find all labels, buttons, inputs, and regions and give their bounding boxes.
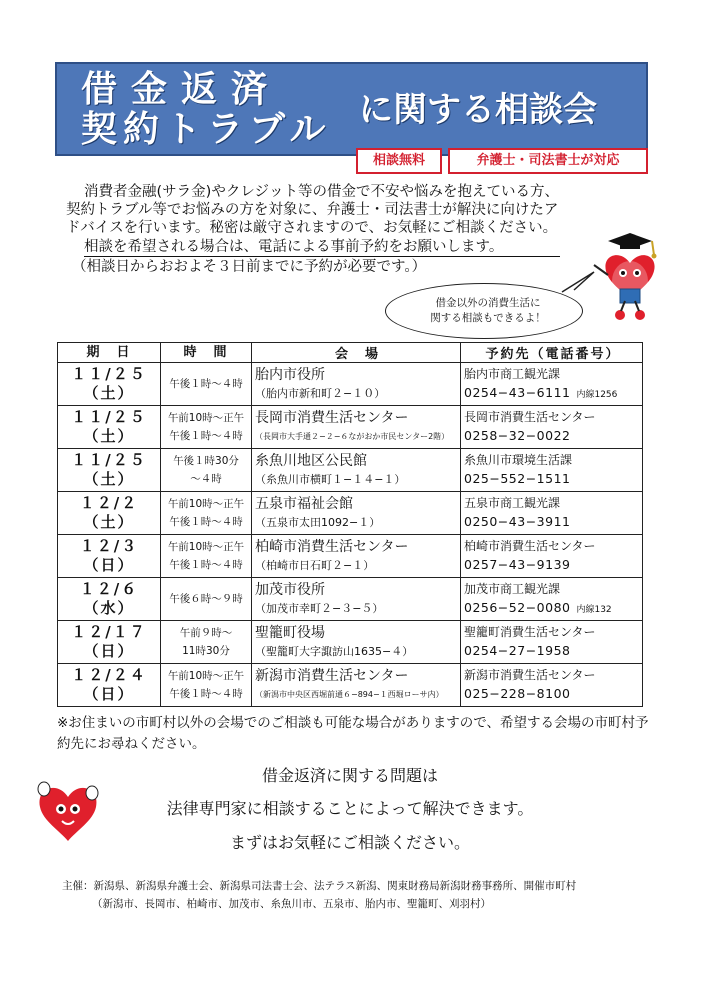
time-cell <box>161 578 252 621</box>
header-time: 時 間 <box>161 343 252 363</box>
date-cell <box>58 363 161 406</box>
reservation-office: 加茂市商工観光課 <box>464 582 561 596</box>
bubble-line1: 借金以外の消費生活に <box>435 297 541 309</box>
time-slot-1: 午前10時～正午 <box>167 670 245 682</box>
day-of-week: （土） <box>83 427 135 445</box>
time-cell <box>161 449 252 492</box>
free-consultation-badge: 相談無料 <box>356 148 442 174</box>
title-subtitle: に関する相談会 <box>359 90 597 130</box>
table-row <box>58 578 643 621</box>
phone-extension: 内線1256 <box>576 390 618 400</box>
venue-name: 聖籠町役場 <box>255 625 325 641</box>
title-banner <box>55 62 648 156</box>
time-slot-1: 午後６時～９時 <box>169 593 243 605</box>
header-venue: 会 場 <box>252 343 461 363</box>
phone-number: 0257−43−9139 <box>464 557 571 572</box>
venue-cell <box>252 363 461 406</box>
bubble-tail <box>560 270 596 294</box>
intro-underline <box>84 256 560 257</box>
phone-number: 0254−43−6111 <box>464 385 571 400</box>
speech-bubble <box>385 283 583 339</box>
venue-cell <box>252 449 461 492</box>
venue-address: （長岡市大手通２−２−６ながおか市民センター2階） <box>255 432 450 441</box>
reservation-phone <box>464 556 642 576</box>
date: １１/２５ <box>71 365 147 383</box>
date: １２/１７ <box>71 623 147 641</box>
date-cell <box>58 449 161 492</box>
table-row <box>58 449 643 492</box>
venue-name: 五泉市福祉会館 <box>255 496 353 512</box>
reservation-phone <box>464 642 642 662</box>
reservation-office: 五泉市商工観光課 <box>464 496 561 510</box>
day-of-week: （土） <box>83 470 135 488</box>
reservation-office: 長岡市消費生活センター <box>464 410 596 424</box>
day-of-week: （日） <box>83 556 135 574</box>
table-row <box>58 664 643 707</box>
time-slot-2: 午後１時～４時 <box>169 430 243 442</box>
reservation-cell <box>461 449 643 492</box>
reservation-cell <box>461 535 643 578</box>
venue-address: （胎内市新和町２−１０） <box>255 387 386 400</box>
day-of-week: （日） <box>83 685 135 703</box>
date: １２/６ <box>79 580 139 598</box>
reservation-phone <box>464 470 642 490</box>
header-reservation: 予約先（電話番号） <box>461 343 643 363</box>
time-cell <box>161 492 252 535</box>
time-cell <box>161 406 252 449</box>
time-slot-2: 午後１時～４時 <box>169 688 243 700</box>
intro-note: （相談日からおおよそ３日前までに予約が必要です。） <box>72 259 427 275</box>
message-line2: 法律専門家に相談することによって解決できます。 <box>166 799 534 818</box>
reservation-cell <box>461 406 643 449</box>
venue-name: 新潟市消費生活センター <box>255 668 409 684</box>
intro-line2: 契約トラブル等でお悩みの方を対象に、弁護士・司法書士が解決に向けたア <box>66 202 559 218</box>
time-slot-2: ～４時 <box>190 473 222 485</box>
time-slot-1: 午前９時～ <box>179 627 233 639</box>
date-cell <box>58 535 161 578</box>
mascot-teacher-icon <box>590 225 670 325</box>
table-row <box>58 621 643 664</box>
time-slot-1: 午前10時～正午 <box>167 541 245 553</box>
reservation-office: 新潟市消費生活センター <box>464 668 596 682</box>
reservation-office: 胎内市商工観光課 <box>464 367 561 381</box>
phone-number: 0256−52−0080 <box>464 600 571 615</box>
reservation-office: 柏崎市消費生活センター <box>464 539 596 553</box>
table-row <box>58 492 643 535</box>
venue-name: 加茂市役所 <box>255 582 325 598</box>
reservation-cell <box>461 664 643 707</box>
time-cell <box>161 621 252 664</box>
reservation-office: 糸魚川市環境生活課 <box>464 453 573 467</box>
time-cell <box>161 363 252 406</box>
venue-cell <box>252 535 461 578</box>
day-of-week: （日） <box>83 642 135 660</box>
reservation-phone <box>464 427 642 447</box>
time-slot-2: 午後１時～４時 <box>169 516 243 528</box>
reservation-cell <box>461 363 643 406</box>
phone-number: 025−228−8100 <box>464 686 571 701</box>
intro-line1: 消費者金融(サラ金)やクレジット等の借金で不安や悩みを抱えている方、 <box>84 184 559 200</box>
table-row <box>58 406 643 449</box>
venue-cell <box>252 406 461 449</box>
time-cell <box>161 664 252 707</box>
footnote: ※お住まいの市町村以外の会場でのご相談も可能な場合がありますので、希望する会場の市町村予約先にお尋ねください。 <box>57 715 649 752</box>
reservation-cell <box>461 492 643 535</box>
reservation-cell <box>461 621 643 664</box>
date: １２/２ <box>79 494 139 512</box>
date-cell <box>58 406 161 449</box>
time-slot-1: 午後１時～４時 <box>169 378 243 390</box>
date: １１/２５ <box>71 408 147 426</box>
venue-address: （聖籠町大字諏訪山1635−４） <box>255 645 414 658</box>
venue-address: （五泉市太田1092−１） <box>255 516 381 529</box>
venue-cell <box>252 492 461 535</box>
table-row <box>58 535 643 578</box>
reservation-cell <box>461 578 643 621</box>
time-slot-1: 午前10時～正午 <box>167 498 245 510</box>
mascot-heart-icon <box>32 775 104 847</box>
intro-line3: ドバイスを行います。秘密は厳守されますので、お気軽にご相談ください。 <box>66 220 558 236</box>
date: １２/２４ <box>71 666 147 684</box>
time-cell <box>161 535 252 578</box>
phone-number: 0258−32−0022 <box>464 428 571 443</box>
time-slot-1: 午後１時30分 <box>173 455 239 467</box>
table-header-row <box>58 343 643 363</box>
schedule-table <box>57 342 643 707</box>
organizers-line1: 主催：新潟県、新潟県弁護士会、新潟県司法書士会、法テラス新潟、関東財務局新潟財務事務所、開催市町村 <box>62 880 577 892</box>
title-line1: 借金返済 <box>81 69 282 110</box>
venue-name: 柏崎市消費生活センター <box>255 539 409 555</box>
date-cell <box>58 492 161 535</box>
venue-cell <box>252 578 461 621</box>
day-of-week: （土） <box>83 384 135 402</box>
organizers-line2: （新潟市、長岡市、柏崎市、加茂市、糸魚川市、五泉市、胎内市、聖籠町、刈羽村） <box>92 898 491 910</box>
day-of-week: （土） <box>83 513 135 531</box>
reservation-office: 聖籠町消費生活センター <box>464 625 596 639</box>
time-slot-2: 11時30分 <box>182 645 230 657</box>
date: １２/３ <box>79 537 139 555</box>
lawyer-badge: 弁護士・司法書士が対応 <box>448 148 648 174</box>
date-cell <box>58 578 161 621</box>
date: １１/２５ <box>71 451 147 469</box>
time-slot-2: 午後１時～４時 <box>169 559 243 571</box>
organizers <box>62 877 682 913</box>
table-row <box>58 363 643 406</box>
date-cell <box>58 621 161 664</box>
phone-number: 0250−43−3911 <box>464 514 571 529</box>
venue-address: （糸魚川市横町１−１４−１） <box>255 473 406 486</box>
bubble-line2: 関する相談もできるよ！ <box>430 312 546 324</box>
reservation-phone <box>464 685 642 705</box>
reservation-phone <box>464 384 642 404</box>
phone-number: 025−552−1511 <box>464 471 571 486</box>
intro-line4: 相談を希望される場合は、電話による事前予約をお願いします。 <box>84 239 504 255</box>
venue-name: 胎内市役所 <box>255 367 325 383</box>
venue-address: （新潟市中央区西堀前通６−894−１西堀ローサ内） <box>255 690 444 699</box>
venue-name: 糸魚川地区公民館 <box>255 453 367 469</box>
message-line3: まずはお気軽にご相談ください。 <box>229 833 470 852</box>
date-cell <box>58 664 161 707</box>
venue-address: （加茂市幸町２−３−５） <box>255 602 384 615</box>
phone-number: 0254−27−1958 <box>464 643 571 658</box>
venue-cell <box>252 664 461 707</box>
reservation-phone <box>464 599 642 619</box>
title-line2: 契約トラブル <box>81 109 332 150</box>
time-slot-1: 午前10時～正午 <box>167 412 245 424</box>
venue-address: （柏崎市日石町２−１） <box>255 559 375 572</box>
phone-extension: 内線132 <box>576 605 612 615</box>
message-line1: 借金返済に関する問題は <box>261 766 438 785</box>
reservation-phone <box>464 513 642 533</box>
venue-cell <box>252 621 461 664</box>
venue-name: 長岡市消費生活センター <box>255 410 409 426</box>
header-date: 期 日 <box>58 343 161 363</box>
day-of-week: （水） <box>83 599 135 617</box>
